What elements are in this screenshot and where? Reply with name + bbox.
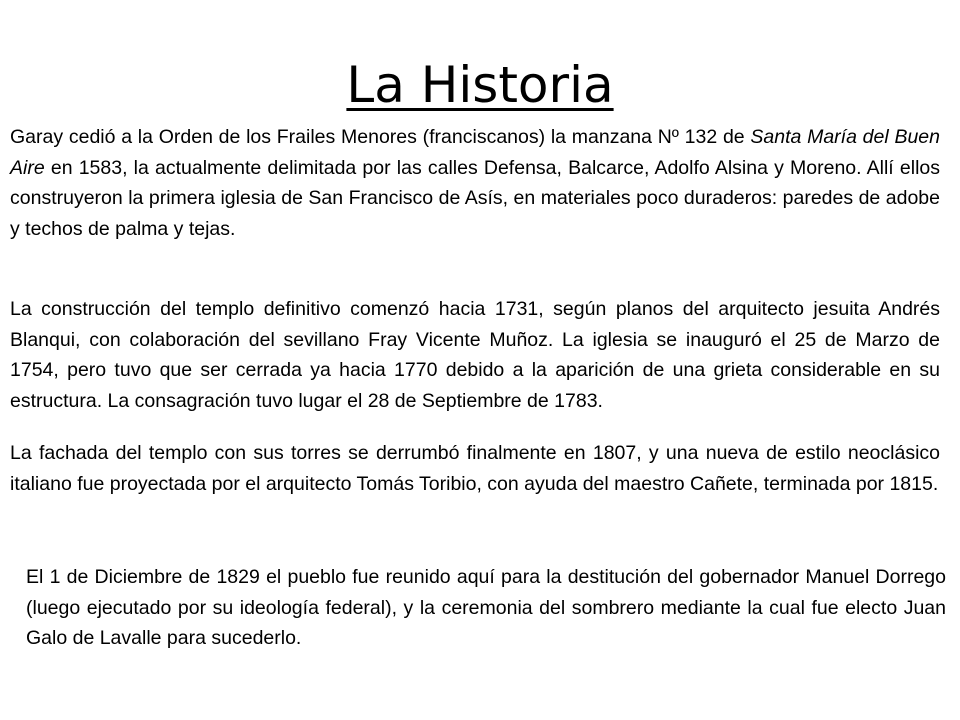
slide-title (0, 52, 960, 118)
slide-title-text: La Historia (346, 56, 614, 114)
paragraph-dorrego: El 1 de Diciembre de 1829 el pueblo fue reunido aquí para la destitución del gobernador Manuel Dorrego (luego ejecutado por su ideología federal), y la ceremonia del sombrero mediante la cual fue electo Juan Galo de Lavalle para sucederlo. (26, 566, 946, 649)
paragraph-garay-italic-name: Santa María del Buen Aire (10, 126, 940, 179)
paragraph-garay-text-a: Garay cedió a la Orden de los Frailes Menores (franciscanos) la manzana Nº 132 de (10, 126, 751, 148)
paragraph-facade: La fachada del templo con sus torres se derrumbó finalmente en 1807, y una nueva de estilo neoclásico italiano fue proyectada por el arquitecto Tomás Toribio, con ayuda del maestro Cañete, terminada por 1815. (10, 442, 940, 495)
paragraph-garay (10, 122, 940, 244)
paragraph-garay-text-b: en 1583, la actualmente delimitada por las calles Defensa, Balcarce, Adolfo Alsina y Moreno. Allí ellos construyeron la primera iglesia de San Francisco de Asís, en materiales poco duraderos: paredes de adobe y techos de palma y tejas. (10, 156, 940, 240)
paragraph-construction: La construcción del templo definitivo comenzó hacia 1731, según planos del arquitecto jesuita Andrés Blanqui, con colaboración del sevillano Fray Vicente Muñoz. La iglesia se inauguró el 25 de Marzo de 1754, pero tuvo que ser cerrada ya hacia 1770 debido a la aparición de una grieta considerable en su estructura. La consagración tuvo lugar el 28 de Septiembre de 1783. (10, 298, 940, 412)
